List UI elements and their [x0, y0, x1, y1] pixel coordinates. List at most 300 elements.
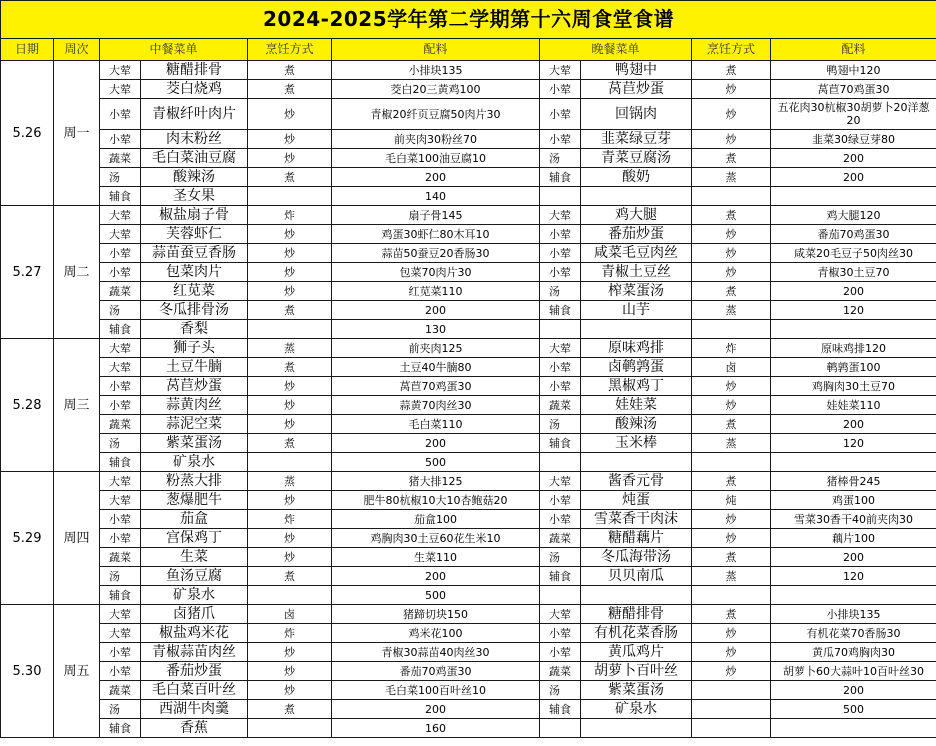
lunch-category: 辅食 — [100, 320, 141, 339]
dinner-method — [692, 586, 771, 605]
dinner-method: 炒 — [692, 99, 771, 130]
lunch-dish: 毛白菜百叶丝 — [141, 681, 248, 700]
dinner-category: 小荤 — [540, 643, 581, 662]
dinner-method: 煮 — [692, 206, 771, 225]
lunch-category: 蔬菜 — [100, 415, 141, 434]
dinner-category: 大荤 — [540, 605, 581, 624]
lunch-method: 炒 — [248, 396, 332, 415]
lunch-category: 小荤 — [100, 529, 141, 548]
table-row — [1, 358, 936, 377]
lunch-category: 小荤 — [100, 263, 141, 282]
dinner-ingredients: 韭菜30绿豆芽80 — [771, 130, 936, 149]
lunch-dish: 椒盐鸡米花 — [141, 624, 248, 643]
lunch-category: 小荤 — [100, 99, 141, 130]
lunch-method — [248, 719, 332, 738]
dinner-ingredients: 200 — [771, 149, 936, 168]
dinner-ingredients: 200 — [771, 282, 936, 301]
dinner-category: 辅食 — [540, 434, 581, 453]
lunch-dish: 鱼汤豆腐 — [141, 567, 248, 586]
lunch-method: 炒 — [248, 263, 332, 282]
lunch-ingredients: 130 — [332, 320, 540, 339]
table-row — [1, 244, 936, 263]
lunch-ingredients: 扇子骨145 — [332, 206, 540, 225]
weekday-cell: 周一 — [54, 61, 100, 206]
lunch-ingredients: 毛白菜100百叶丝10 — [332, 681, 540, 700]
dinner-ingredients: 黄瓜70鸡胸肉30 — [771, 643, 936, 662]
lunch-dish: 青椒纤叶肉片 — [141, 99, 248, 130]
table-row — [1, 510, 936, 529]
dinner-category: 大荤 — [540, 339, 581, 358]
date-cell: 5.29 — [1, 472, 54, 605]
table-row — [1, 586, 936, 605]
dinner-method: 炒 — [692, 80, 771, 99]
dinner-method: 蒸 — [692, 434, 771, 453]
lunch-method: 蒸 — [248, 472, 332, 491]
lunch-dish: 毛白菜油豆腐 — [141, 149, 248, 168]
dinner-category: 蔬菜 — [540, 529, 581, 548]
lunch-dish: 椒盐扇子骨 — [141, 206, 248, 225]
lunch-ingredients: 500 — [332, 453, 540, 472]
dinner-method — [692, 453, 771, 472]
lunch-ingredients: 莴苣70鸡蛋30 — [332, 377, 540, 396]
lunch-ingredients: 青椒20纤页豆腐50肉片30 — [332, 99, 540, 130]
weekday-cell: 周三 — [54, 339, 100, 472]
lunch-method: 炒 — [248, 681, 332, 700]
lunch-method: 炸 — [248, 510, 332, 529]
lunch-method: 炒 — [248, 244, 332, 263]
dinner-category: 辅食 — [540, 700, 581, 719]
table-row — [1, 225, 936, 244]
dinner-method: 炒 — [692, 624, 771, 643]
dinner-method: 煮 — [692, 149, 771, 168]
date-cell: 5.30 — [1, 605, 54, 738]
table-row — [1, 168, 936, 187]
lunch-method: 炒 — [248, 149, 332, 168]
table-row — [1, 548, 936, 567]
dinner-method: 炒 — [692, 396, 771, 415]
lunch-dish: 糖醋排骨 — [141, 61, 248, 80]
lunch-method: 炸 — [248, 206, 332, 225]
lunch-method: 炒 — [248, 548, 332, 567]
dinner-category — [540, 320, 581, 339]
lunch-dish: 卤猪爪 — [141, 605, 248, 624]
lunch-dish: 紫菜蛋汤 — [141, 434, 248, 453]
dinner-dish: 糖醋排骨 — [581, 605, 692, 624]
lunch-method: 炒 — [248, 130, 332, 149]
header-dinner-ingredients: 配料 — [771, 39, 936, 61]
lunch-method: 煮 — [248, 358, 332, 377]
dinner-dish: 咸菜毛豆肉丝 — [581, 244, 692, 263]
dinner-ingredients — [771, 586, 936, 605]
table-row — [1, 453, 936, 472]
dinner-dish: 冬瓜海带汤 — [581, 548, 692, 567]
lunch-dish: 蒜泥空菜 — [141, 415, 248, 434]
dinner-ingredients: 娃娃菜110 — [771, 396, 936, 415]
dinner-category: 辅食 — [540, 567, 581, 586]
dinner-dish — [581, 187, 692, 206]
table-row — [1, 80, 936, 99]
header-lunch-ingredients: 配料 — [332, 39, 540, 61]
lunch-dish: 西湖牛肉羹 — [141, 700, 248, 719]
table-row — [1, 396, 936, 415]
lunch-ingredients: 200 — [332, 567, 540, 586]
dinner-ingredients: 青椒30土豆70 — [771, 263, 936, 282]
lunch-ingredients: 前夹肉30粉丝70 — [332, 130, 540, 149]
dinner-ingredients — [771, 719, 936, 738]
dinner-dish: 矿泉水 — [581, 700, 692, 719]
header-week: 周次 — [54, 39, 100, 61]
lunch-method: 煮 — [248, 700, 332, 719]
dinner-ingredients: 200 — [771, 415, 936, 434]
lunch-ingredients: 红苋菜110 — [332, 282, 540, 301]
dinner-category: 小荤 — [540, 263, 581, 282]
dinner-ingredients: 莴苣70鸡蛋30 — [771, 80, 936, 99]
lunch-ingredients: 猪蹄切块150 — [332, 605, 540, 624]
lunch-category: 大荤 — [100, 206, 141, 225]
dinner-method: 煮 — [692, 61, 771, 80]
dinner-dish: 莴苣炒蛋 — [581, 80, 692, 99]
lunch-dish: 茭白烧鸡 — [141, 80, 248, 99]
lunch-method: 煮 — [248, 61, 332, 80]
dinner-category: 小荤 — [540, 377, 581, 396]
dinner-method: 煮 — [692, 415, 771, 434]
lunch-ingredients: 160 — [332, 719, 540, 738]
dinner-method — [692, 681, 771, 700]
lunch-method: 炒 — [248, 643, 332, 662]
dinner-dish: 娃娃菜 — [581, 396, 692, 415]
lunch-dish: 蒜苗蚕豆香肠 — [141, 244, 248, 263]
lunch-ingredients: 500 — [332, 586, 540, 605]
dinner-category: 小荤 — [540, 624, 581, 643]
dinner-dish: 韭菜绿豆芽 — [581, 130, 692, 149]
lunch-method: 卤 — [248, 605, 332, 624]
dinner-method: 炒 — [692, 244, 771, 263]
dinner-method: 炒 — [692, 377, 771, 396]
table-row — [1, 472, 936, 491]
dinner-method: 炒 — [692, 130, 771, 149]
dinner-category: 小荤 — [540, 491, 581, 510]
dinner-dish: 卤鹌鹑蛋 — [581, 358, 692, 377]
lunch-dish: 茄盒 — [141, 510, 248, 529]
dinner-category: 大荤 — [540, 206, 581, 225]
dinner-ingredients — [771, 453, 936, 472]
lunch-category: 小荤 — [100, 643, 141, 662]
lunch-ingredients: 200 — [332, 700, 540, 719]
lunch-ingredients: 土豆40牛腩80 — [332, 358, 540, 377]
date-cell: 5.27 — [1, 206, 54, 339]
weekday-cell: 周二 — [54, 206, 100, 339]
dinner-category: 汤 — [540, 681, 581, 700]
dinner-ingredients — [771, 320, 936, 339]
lunch-ingredients: 200 — [332, 301, 540, 320]
table-row — [1, 61, 936, 80]
dinner-method: 蒸 — [692, 567, 771, 586]
table-row — [1, 662, 936, 681]
table-row — [1, 643, 936, 662]
lunch-method — [248, 453, 332, 472]
dinner-dish: 酸奶 — [581, 168, 692, 187]
dinner-method: 炒 — [692, 643, 771, 662]
lunch-category: 蔬菜 — [100, 548, 141, 567]
lunch-category: 小荤 — [100, 244, 141, 263]
table-row — [1, 206, 936, 225]
dinner-category: 辅食 — [540, 168, 581, 187]
dinner-dish: 黑椒鸡丁 — [581, 377, 692, 396]
lunch-dish: 蒜黄肉丝 — [141, 396, 248, 415]
table-row — [1, 320, 936, 339]
dinner-ingredients: 120 — [771, 301, 936, 320]
lunch-ingredients: 茄盒100 — [332, 510, 540, 529]
table-row — [1, 491, 936, 510]
lunch-category: 小荤 — [100, 130, 141, 149]
lunch-dish: 葱爆肥牛 — [141, 491, 248, 510]
lunch-dish: 矿泉水 — [141, 453, 248, 472]
weekday-cell: 周四 — [54, 472, 100, 605]
dinner-dish — [581, 719, 692, 738]
lunch-category: 大荤 — [100, 339, 141, 358]
dinner-ingredients: 200 — [771, 168, 936, 187]
dinner-category: 小荤 — [540, 130, 581, 149]
lunch-category: 小荤 — [100, 396, 141, 415]
dinner-category: 汤 — [540, 282, 581, 301]
lunch-method: 煮 — [248, 567, 332, 586]
dinner-category: 小荤 — [540, 510, 581, 529]
table-row — [1, 301, 936, 320]
table-row — [1, 130, 936, 149]
dinner-ingredients: 胡萝卜60大蒜叶10百叶丝30 — [771, 662, 936, 681]
dinner-method: 煮 — [692, 472, 771, 491]
dinner-dish: 紫菜蛋汤 — [581, 681, 692, 700]
dinner-category: 汤 — [540, 149, 581, 168]
lunch-dish: 冬瓜排骨汤 — [141, 301, 248, 320]
lunch-category: 辅食 — [100, 586, 141, 605]
lunch-category: 汤 — [100, 301, 141, 320]
table-row — [1, 605, 936, 624]
dinner-dish: 有机花菜香肠 — [581, 624, 692, 643]
dinner-ingredients: 鸡大腿120 — [771, 206, 936, 225]
dinner-method: 炸 — [692, 339, 771, 358]
date-cell: 5.26 — [1, 61, 54, 206]
dinner-category: 小荤 — [540, 244, 581, 263]
dinner-ingredients: 200 — [771, 681, 936, 700]
lunch-category: 大荤 — [100, 472, 141, 491]
dinner-ingredients: 有机花菜70香肠30 — [771, 624, 936, 643]
lunch-ingredients: 肥牛80杭椒10大10杏鲍菇20 — [332, 491, 540, 510]
lunch-category: 大荤 — [100, 605, 141, 624]
dinner-dish — [581, 320, 692, 339]
lunch-method — [248, 187, 332, 206]
dinner-dish: 酱香元骨 — [581, 472, 692, 491]
lunch-ingredients: 蒜黄70肉丝30 — [332, 396, 540, 415]
lunch-category: 大荤 — [100, 80, 141, 99]
lunch-dish: 矿泉水 — [141, 586, 248, 605]
lunch-category: 蔬菜 — [100, 149, 141, 168]
lunch-method: 煮 — [248, 80, 332, 99]
lunch-method: 炒 — [248, 662, 332, 681]
dinner-dish: 雪菜香干肉沫 — [581, 510, 692, 529]
lunch-ingredients: 前夹肉125 — [332, 339, 540, 358]
dinner-method: 炒 — [692, 529, 771, 548]
dinner-ingredients: 200 — [771, 548, 936, 567]
dinner-method — [692, 719, 771, 738]
dinner-method: 炒 — [692, 662, 771, 681]
dinner-dish: 榨菜蛋汤 — [581, 282, 692, 301]
lunch-dish: 粉蒸大排 — [141, 472, 248, 491]
dinner-dish: 贝贝南瓜 — [581, 567, 692, 586]
dinner-category: 小荤 — [540, 99, 581, 130]
table-row — [1, 719, 936, 738]
dinner-ingredients: 五花肉30杭椒30胡萝卜20洋葱20 — [771, 99, 936, 130]
lunch-method: 炒 — [248, 225, 332, 244]
dinner-method: 炒 — [692, 263, 771, 282]
table-row — [1, 99, 936, 130]
dinner-dish — [581, 586, 692, 605]
dinner-category: 小荤 — [540, 225, 581, 244]
dinner-dish: 青椒土豆丝 — [581, 263, 692, 282]
table-row — [1, 529, 936, 548]
lunch-method: 炒 — [248, 377, 332, 396]
lunch-category: 辅食 — [100, 719, 141, 738]
lunch-method: 煮 — [248, 434, 332, 453]
lunch-dish: 莴苣炒蛋 — [141, 377, 248, 396]
dinner-ingredients: 120 — [771, 434, 936, 453]
lunch-dish: 狮子头 — [141, 339, 248, 358]
dinner-ingredients: 鹌鹑蛋100 — [771, 358, 936, 377]
table-row — [1, 624, 936, 643]
dinner-category: 蔬菜 — [540, 396, 581, 415]
table-row — [1, 377, 936, 396]
lunch-ingredients: 鸡蛋30虾仁80木耳10 — [332, 225, 540, 244]
lunch-category: 小荤 — [100, 662, 141, 681]
lunch-dish: 香梨 — [141, 320, 248, 339]
dinner-category — [540, 187, 581, 206]
dinner-category: 汤 — [540, 415, 581, 434]
lunch-method: 炒 — [248, 282, 332, 301]
lunch-ingredients: 200 — [332, 434, 540, 453]
dinner-category — [540, 586, 581, 605]
dinner-dish: 原味鸡排 — [581, 339, 692, 358]
header-lunch-menu: 中餐菜单 — [100, 39, 248, 61]
lunch-category: 辅食 — [100, 453, 141, 472]
lunch-ingredients: 毛白菜100油豆腐10 — [332, 149, 540, 168]
table-row — [1, 187, 936, 206]
table-row — [1, 434, 936, 453]
dinner-dish: 胡萝卜百叶丝 — [581, 662, 692, 681]
dinner-category: 蔬菜 — [540, 662, 581, 681]
lunch-method: 煮 — [248, 301, 332, 320]
lunch-dish: 青椒蒜苗肉丝 — [141, 643, 248, 662]
lunch-ingredients: 青椒30蒜苗40肉丝30 — [332, 643, 540, 662]
dinner-category — [540, 719, 581, 738]
dinner-method: 炒 — [692, 225, 771, 244]
header-lunch-method: 烹饪方式 — [248, 39, 332, 61]
lunch-ingredients: 200 — [332, 168, 540, 187]
lunch-ingredients: 140 — [332, 187, 540, 206]
dinner-dish: 山芋 — [581, 301, 692, 320]
dinner-method: 煮 — [692, 548, 771, 567]
dinner-method: 煮 — [692, 605, 771, 624]
dinner-dish: 青菜豆腐汤 — [581, 149, 692, 168]
lunch-method: 炒 — [248, 491, 332, 510]
lunch-method: 炒 — [248, 529, 332, 548]
lunch-method: 炸 — [248, 624, 332, 643]
lunch-category: 汤 — [100, 434, 141, 453]
dinner-category: 大荤 — [540, 61, 581, 80]
dinner-category: 辅食 — [540, 301, 581, 320]
header-date: 日期 — [1, 39, 54, 61]
dinner-method — [692, 700, 771, 719]
dinner-ingredients: 雪菜30香干40前夹肉30 — [771, 510, 936, 529]
dinner-ingredients: 原味鸡排120 — [771, 339, 936, 358]
dinner-ingredients: 小排块135 — [771, 605, 936, 624]
lunch-method: 煮 — [248, 168, 332, 187]
dinner-dish: 玉米棒 — [581, 434, 692, 453]
lunch-dish: 圣女果 — [141, 187, 248, 206]
dinner-dish: 炖蛋 — [581, 491, 692, 510]
lunch-category: 小荤 — [100, 377, 141, 396]
dinner-method: 卤 — [692, 358, 771, 377]
dinner-category: 小荤 — [540, 80, 581, 99]
lunch-ingredients: 包菜70肉片30 — [332, 263, 540, 282]
lunch-method: 炒 — [248, 99, 332, 130]
lunch-method — [248, 586, 332, 605]
lunch-dish: 生菜 — [141, 548, 248, 567]
lunch-dish: 土豆牛腩 — [141, 358, 248, 377]
lunch-dish: 番茄炒蛋 — [141, 662, 248, 681]
table-row — [1, 263, 936, 282]
dinner-dish — [581, 453, 692, 472]
dinner-dish: 番茄炒蛋 — [581, 225, 692, 244]
lunch-dish: 酸辣汤 — [141, 168, 248, 187]
lunch-category: 汤 — [100, 168, 141, 187]
weekday-cell: 周五 — [54, 605, 100, 738]
table-row — [1, 681, 936, 700]
lunch-dish: 芙蓉虾仁 — [141, 225, 248, 244]
dinner-ingredients — [771, 187, 936, 206]
lunch-category: 小荤 — [100, 510, 141, 529]
dinner-method: 蒸 — [692, 168, 771, 187]
lunch-ingredients: 猪大排125 — [332, 472, 540, 491]
header-dinner-method: 烹饪方式 — [692, 39, 771, 61]
page-title: 2024-2025学年第二学期第十六周食堂食谱 — [1, 1, 936, 39]
dinner-dish: 黄瓜鸡片 — [581, 643, 692, 662]
dinner-category — [540, 453, 581, 472]
lunch-category: 大荤 — [100, 491, 141, 510]
lunch-dish: 宫保鸡丁 — [141, 529, 248, 548]
dinner-dish: 酸辣汤 — [581, 415, 692, 434]
lunch-category: 大荤 — [100, 61, 141, 80]
lunch-method: 蒸 — [248, 339, 332, 358]
dinner-ingredients: 猪棒骨245 — [771, 472, 936, 491]
lunch-ingredients: 蒜苗50蚕豆20香肠30 — [332, 244, 540, 263]
lunch-method: 炒 — [248, 415, 332, 434]
dinner-method: 炖 — [692, 491, 771, 510]
lunch-dish: 肉末粉丝 — [141, 130, 248, 149]
lunch-category: 汤 — [100, 567, 141, 586]
lunch-category: 蔬菜 — [100, 282, 141, 301]
lunch-ingredients: 毛白菜110 — [332, 415, 540, 434]
dinner-dish: 鸡大腿 — [581, 206, 692, 225]
dinner-method: 炒 — [692, 510, 771, 529]
lunch-category: 辅食 — [100, 187, 141, 206]
lunch-ingredients: 小排块135 — [332, 61, 540, 80]
lunch-dish: 香蕉 — [141, 719, 248, 738]
lunch-ingredients: 生菜110 — [332, 548, 540, 567]
lunch-ingredients: 番茄70鸡蛋30 — [332, 662, 540, 681]
table-row — [1, 339, 936, 358]
lunch-category: 蔬菜 — [100, 681, 141, 700]
lunch-method — [248, 320, 332, 339]
